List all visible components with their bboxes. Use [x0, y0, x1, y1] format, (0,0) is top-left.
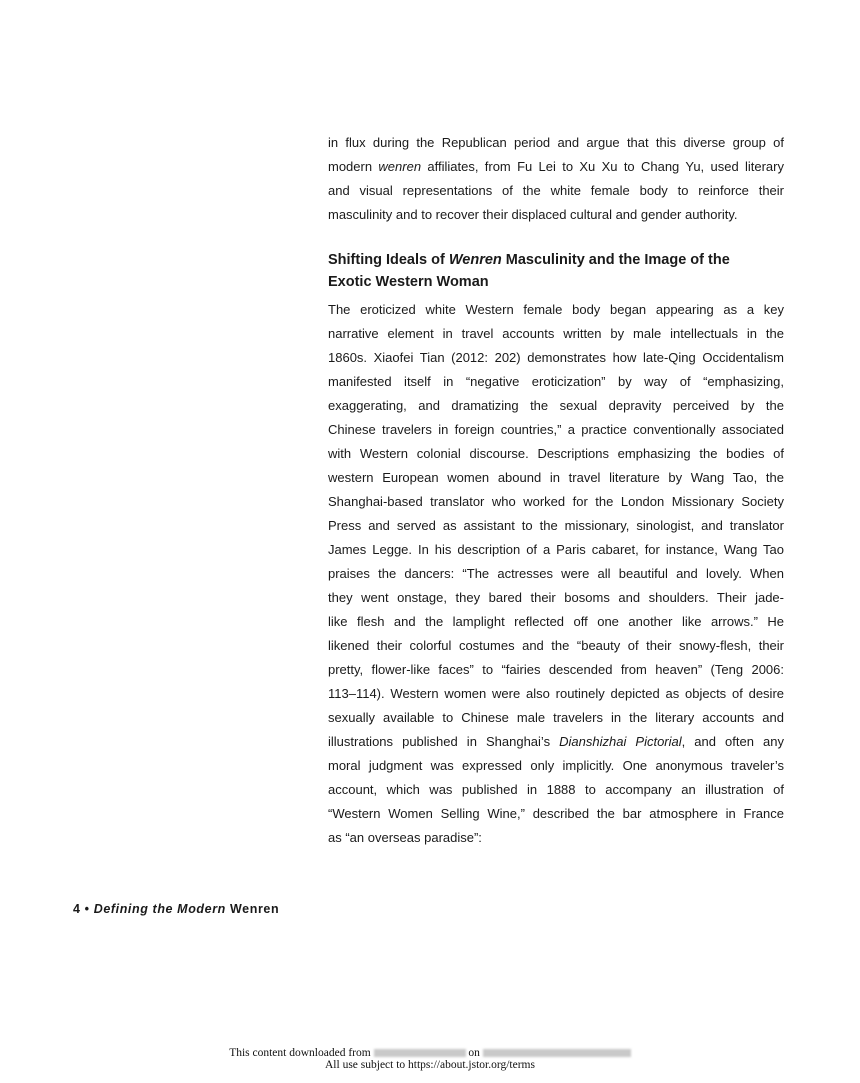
text-run: with Western colonial discourse. Descriptions emphasizing the bodies of	[328, 446, 784, 461]
text-run: 1860s. Xiaofei Tian (2012: 202) demonstrates how late-Qing Occidentalism	[328, 350, 784, 365]
italic-text: wenren	[378, 159, 422, 174]
text-line	[328, 778, 784, 802]
text-line	[328, 442, 784, 466]
download-notice	[0, 1047, 860, 1059]
text-run: and visual representations of the white female body to reinforce their	[328, 183, 784, 198]
text-run: Masculinity and the Image of the	[501, 252, 730, 268]
text-line	[328, 346, 784, 370]
text-run: sexually available to Chinese male travelers in the literary accounts and	[328, 710, 784, 725]
text-line	[328, 418, 784, 442]
text-line	[328, 754, 784, 778]
text-line	[328, 370, 784, 394]
text-run: they went onstage, they bared their bosoms and shoulders. Their jade-	[328, 590, 784, 605]
text-line	[328, 802, 784, 826]
text-line	[328, 466, 784, 490]
text-run: western European women abound in travel literature by Wang Tao, the	[328, 470, 784, 485]
running-footer	[73, 902, 279, 916]
text-run: exaggerating, and dramatizing the sexual depravity perceived by the	[328, 398, 784, 413]
text-line	[328, 562, 784, 586]
text-run: modern	[328, 159, 379, 174]
text-run: account, which was published in 1888 to accompany an illustration of	[328, 782, 784, 797]
text-line	[328, 730, 784, 754]
text-run: praises the dancers: “The actresses were all beautiful and lovely. When	[328, 566, 784, 581]
text-line	[328, 155, 784, 179]
footer-title-plain: Wenren	[225, 902, 280, 916]
paragraph-body	[328, 298, 784, 850]
text-run: , and often any	[681, 734, 784, 749]
text-line	[328, 490, 784, 514]
italic-text: Wenren	[448, 252, 502, 268]
text-run: masculinity and to recover their displaced cultural and gender authority.	[328, 207, 738, 222]
text-run: in flux during the Republican period and argue that this diverse group of	[328, 135, 784, 150]
text-run: James Legge. In his description of a Paris cabaret, for instance, Wang Tao	[328, 542, 784, 557]
redacted-timestamp	[483, 1049, 631, 1057]
text-run: Press and served as assistant to the missionary, sinologist, and translator	[328, 518, 784, 533]
text-run: Chinese travelers in foreign countries,” a practice conventionally associated	[328, 422, 784, 437]
text-line	[328, 322, 784, 346]
text-run: like flesh and the lamplight reflected off one another like arrows.” He	[328, 614, 784, 629]
text-run: moral judgment was expressed only implicitly. One anonymous traveler’s	[328, 758, 784, 773]
text-run: manifested itself in “negative eroticization” by way of “emphasizing,	[328, 374, 784, 389]
footer-title-italic: Defining the Modern	[93, 902, 226, 916]
text-run: Shanghai-based translator who worked for the London Missionary Society	[328, 494, 784, 509]
text-run: The eroticized white Western female body began appearing as a key	[328, 302, 784, 317]
paragraph-intro	[328, 131, 784, 227]
text-line	[328, 203, 784, 227]
text-run: pretty, flower-like faces” to “fairies descended from heaven” (Teng 2006:	[328, 662, 784, 677]
download-prefix: This content downloaded from	[229, 1047, 371, 1059]
text-line	[328, 826, 784, 850]
text-line	[328, 249, 784, 271]
text-line	[328, 706, 784, 730]
text-line	[328, 634, 784, 658]
text-run: as “an overseas paradise”:	[328, 830, 482, 845]
terms-notice: All use subject to https://about.jstor.org/terms	[325, 1059, 535, 1071]
text-line	[328, 131, 784, 155]
text-run: illustrations published in Shanghai’s	[328, 734, 560, 749]
text-run: affiliates, from Fu Lei to Xu Xu to Chang Yu, used literary	[421, 159, 784, 174]
italic-text: Dianshizhai Pictorial	[559, 734, 682, 749]
jstor-notice	[0, 1047, 860, 1071]
text-line	[328, 610, 784, 634]
footer-separator: •	[80, 902, 94, 916]
text-run: 113–114). Western women were also routinely depicted as objects of desire	[328, 686, 784, 701]
text-run: Exotic Western Woman	[328, 274, 489, 290]
text-line	[328, 658, 784, 682]
text-line	[328, 514, 784, 538]
text-line	[328, 271, 784, 293]
text-line	[328, 394, 784, 418]
page-number: 4	[73, 902, 81, 916]
section-heading	[328, 249, 784, 293]
text-line	[328, 586, 784, 610]
text-run: likened their colorful costumes and the “beauty of their snowy-flesh, their	[328, 638, 784, 653]
download-on: on	[468, 1047, 480, 1059]
text-run: narrative element in travel accounts written by male intellectuals in the	[328, 326, 784, 341]
text-run: Shifting Ideals of	[328, 252, 449, 268]
text-line	[328, 538, 784, 562]
text-run: “Western Women Selling Wine,” described the bar atmosphere in France	[328, 806, 784, 821]
redacted-ip	[374, 1049, 466, 1057]
text-line	[328, 682, 784, 706]
text-line	[328, 179, 784, 203]
text-line	[328, 298, 784, 322]
